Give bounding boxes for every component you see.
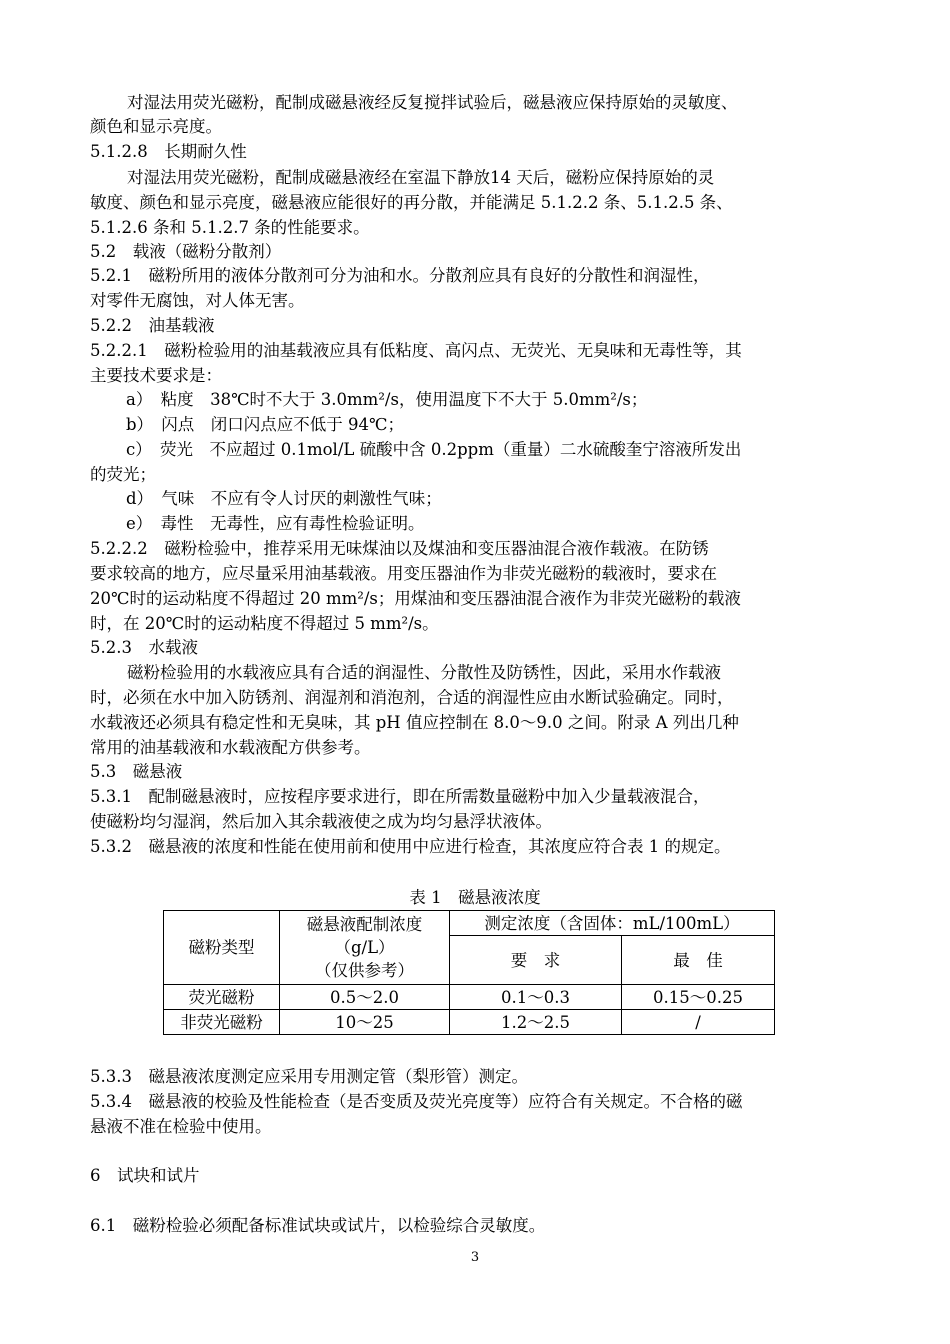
section-heading: 5.1.2.8 长期耐久性: [90, 142, 247, 161]
paragraph-line: 5.1.2.6 条和 5.1.2.7 条的性能要求。: [90, 218, 370, 237]
header-powder-type: 磁粉类型: [164, 911, 280, 985]
list-item: a） 粘度 38℃时不大于 3.0mm²/s，使用温度下不大于 5.0mm²/s；: [126, 390, 648, 409]
paragraph-line: 6.1 磁粉检验必须配备标准试块或试片，以检验综合灵敏度。: [90, 1216, 546, 1235]
paragraph-line: 20℃时的运动粘度不得超过 20 mm²/s；用煤油和变压器油混合液作为非荧光磁粉的载液: [90, 589, 741, 608]
header-prep-concentration: [280, 911, 450, 985]
table-caption: 表 1 磁悬液浓度: [409, 888, 541, 907]
header-prep-line: （仅供参考）: [315, 961, 414, 980]
header-requirement: 要 求: [450, 936, 622, 985]
table-cell: 0.15～0.25: [622, 985, 775, 1010]
paragraph-line: 5.3.3 磁悬液浓度测定应采用专用测定管（梨形管）测定。: [90, 1067, 528, 1086]
section-heading: 5.2.3 水载液: [90, 638, 198, 657]
section-heading: 5.2 载液（磁粉分散剂）: [90, 242, 282, 261]
table-row: [164, 985, 775, 1010]
paragraph-line: 的荧光；: [90, 465, 156, 484]
paragraph-line: 时，必须在水中加入防锈剂、润湿剂和消泡剂，合适的润湿性应由水断试验确定。同时，: [90, 688, 734, 707]
paragraph-line: 5.3.2 磁悬液的浓度和性能在使用前和使用中应进行检查，其浓度应符合表 1 的规定。: [90, 837, 731, 856]
table-cell: /: [622, 1010, 775, 1035]
list-item: e） 毒性 无毒性，应有毒性检验证明。: [126, 514, 425, 533]
table-cell: 0.5～2.0: [280, 985, 450, 1010]
paragraph-line: 敏度、颜色和显示亮度，磁悬液应能很好的再分散，并能满足 5.1.2.2 条、5.1.2.5 条、: [90, 193, 733, 212]
list-item: c） 荧光 不应超过 0.1mol/L 硫酸中含 0.2ppm（重量）二水硫酸奎宁溶液所发出: [126, 440, 742, 459]
paragraph-line: 颜色和显示亮度。: [90, 117, 222, 136]
table-cell: 10～25: [280, 1010, 450, 1035]
table-cell: 0.1～0.3: [450, 985, 622, 1010]
header-prep-line: （g/L）: [334, 938, 395, 957]
paragraph-line: 5.3.4 磁悬液的校验及性能检查（是否变质及荧光亮度等）应符合有关规定。不合格的磁: [90, 1092, 743, 1111]
paragraph-line: 要求较高的地方，应尽量采用油基载液。用变压器油作为非荧光磁粉的载液时，要求在: [90, 564, 717, 583]
table-cell: 非荧光磁粉: [164, 1010, 280, 1035]
chapter-heading: 6 试块和试片: [90, 1166, 200, 1185]
table-row: [164, 1010, 775, 1035]
paragraph-line: 5.3.1 配制磁悬液时，应按程序要求进行，即在所需数量磁粉中加入少量载液混合，: [90, 787, 710, 806]
paragraph-line: 悬液不准在检验中使用。: [90, 1117, 272, 1136]
list-item: d） 气味 不应有令人讨厌的刺激性气味；: [126, 489, 442, 508]
paragraph-line: 对湿法用荧光磁粉，配制成磁悬液经在室温下静放14 天后，磁粉应保持原始的灵: [127, 168, 715, 187]
list-item: b） 闪点 闭口闪点应不低于 94℃；: [126, 415, 405, 434]
paragraph-line: 5.2.2.1 磁粉检验用的油基载液应具有低粘度、高闪点、无荧光、无臭味和无毒性等，其: [90, 341, 742, 360]
page-number: 3: [470, 1250, 480, 1265]
section-heading: 5.3 磁悬液: [90, 762, 183, 781]
paragraph-line: 时，在 20℃时的运动粘度不得超过 5 mm²/s。: [90, 614, 439, 633]
paragraph-line: 5.2.1 磁粉所用的液体分散剂可分为油和水。分散剂应具有良好的分散性和润湿性，: [90, 266, 710, 285]
table-cell: 1.2～2.5: [450, 1010, 622, 1035]
concentration-table: [163, 910, 775, 1035]
section-heading: 5.2.2 油基载液: [90, 316, 215, 335]
paragraph-line: 磁粉检验用的水载液应具有合适的润湿性、分散性及防锈性，因此，采用水作载液: [127, 663, 721, 682]
header-measured-concentration: 测定浓度（含固体：mL/100mL）: [450, 911, 775, 936]
header-prep-line: 磁悬液配制浓度: [306, 915, 423, 934]
paragraph-line: 水载液还必须具有稳定性和无臭味，其 pH 值应控制在 8.0～9.0 之间。附录 A 列出几种: [90, 713, 739, 732]
table-cell: 荧光磁粉: [164, 985, 280, 1010]
header-optimum: 最 佳: [622, 936, 775, 985]
paragraph-line: 使磁粉均匀湿润，然后加入其余载液使之成为均匀悬浮状液体。: [90, 812, 552, 831]
paragraph-line: 对零件无腐蚀，对人体无害。: [90, 291, 305, 310]
paragraph-line: 5.2.2.2 磁粉检验中，推荐采用无味煤油以及煤油和变压器油混合液作载液。在防锈: [90, 539, 709, 558]
paragraph-line: 主要技术要求是：: [90, 366, 222, 385]
paragraph-line: 常用的油基载液和水载液配方供参考。: [90, 738, 371, 757]
paragraph-line: 对湿法用荧光磁粉，配制成磁悬液经反复搅拌试验后，磁悬液应保持原始的灵敏度、: [127, 93, 738, 112]
